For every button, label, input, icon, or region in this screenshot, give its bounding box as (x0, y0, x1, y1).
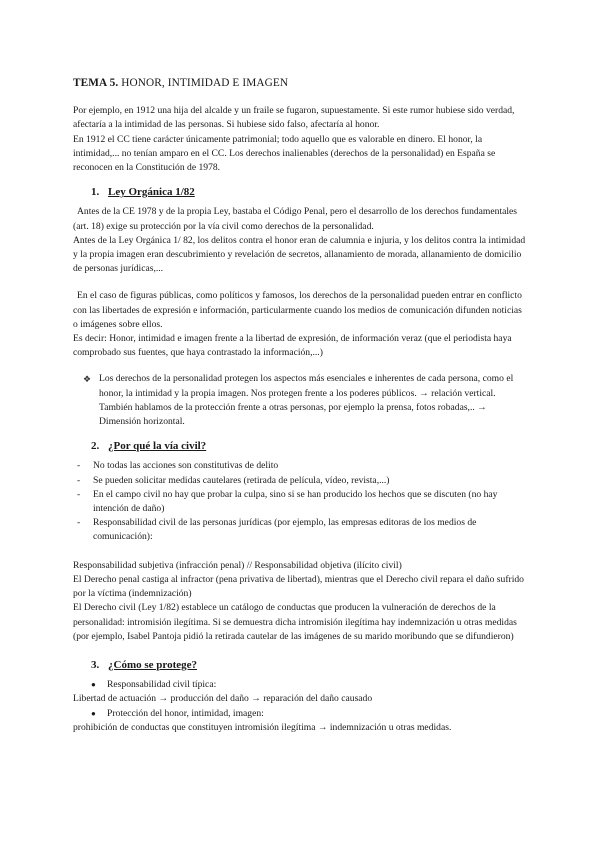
dash-marker: - (77, 488, 81, 500)
section-3-line-1: Libertad de actuación → producción del daño → reparación del daño causado (73, 693, 373, 705)
bullet-item-1 (91, 678, 528, 692)
section-2-number: 2. (91, 440, 100, 453)
bullet-text: Responsabilidad civil típica: (107, 679, 217, 691)
spacer (73, 276, 528, 289)
bullet-icon: ● (91, 708, 96, 718)
list-item (73, 488, 528, 516)
section-1-title: Ley Orgánica 1/82 (108, 186, 195, 199)
list-item-text: En el campo civil no hay que probar la culpa, sino si se han producido los hechos que se discuten (no hay intención de daño) (93, 488, 498, 515)
page-title (73, 76, 528, 90)
title-number: TEMA 5. (73, 77, 119, 89)
intro-paragraph-1: Por ejemplo, en 1912 una hija del alcalde y un fraile se fugaron, supuestamente. Si este rumor hubiese sido verdad, afectaría a la intimidad de las personas. Si hubiese sido falso, afectaría al honor. (73, 105, 515, 131)
diamond-bullet-item (83, 372, 528, 429)
list-item (73, 474, 528, 488)
diamond-bullet-text: Los derechos de la personalidad protegen los aspectos más esenciales e inherentes de cada persona, como el honor, la intimidad y la propia imagen. Nos protegen frente a los poderes públicos. → relación vertical. También hablamos de la protección frente a otras personas, por ejemplo la prensa, fotos robadas,.. → Dimensión horizontal. (99, 373, 514, 428)
dash-marker: - (77, 474, 81, 486)
list-item (73, 516, 528, 544)
section-2-title: ¿Por qué la vía civil? (108, 440, 207, 453)
list-item-text: Responsabilidad civil de las personas jurídicas (por ejemplo, las empresas editoras de los medios de comunicación): (93, 517, 477, 543)
section-3-heading (91, 658, 528, 672)
section-1-paragraph-4: Es decir: Honor, intimidad e imagen frente a la libertad de expresión, de información veraz (que el periodista haya comprobado sus fuentes, que haya contrastado la información,...) (73, 333, 512, 359)
list-item-text: Se pueden solicitar medidas cautelares (retirada de película, vídeo, revista,...) (93, 474, 390, 486)
section-2-paragraph-3: El Derecho civil (Ley 1/82) establece un catálogo de conductas que producen la vulneración de derechos de la personalidad: intromisión ilegítima. Si se demuestra dicha intromisión ilegítima hay indemnización u otras medidas (por ejemplo, Isabel Pantoja pidió la retirada cautelar de las imágenes de su marido moribundo que se difundieron) (73, 602, 517, 642)
bullet-icon: ● (91, 680, 96, 690)
section-1-heading (91, 185, 528, 199)
section-1-paragraph-1: Antes de la CE 1978 y de la propia Ley, bastaba el Código Penal, pero el desarrollo de los derechos fundamentales (art. 18) exige su protección por la vía civil como derechos de la personalidad. (73, 206, 518, 232)
intro-paragraph-2: En 1912 el CC tiene carácter únicamente patrimonial; todo aquello que es valorable en dinero. El honor, la intimidad,... no tenían amparo en el CC. Los derechos inalienables (derechos de la personalidad) en España se reconocen en la Constitución de 1978. (73, 133, 496, 174)
section-2-paragraph-1: Responsabilidad subjetiva (infracción penal) // Responsabilidad objetiva (ilícito civil) (73, 559, 402, 571)
dash-marker: - (77, 517, 81, 529)
section-2-paragraph-2: El Derecho penal castiga al infractor (pena privativa de libertad), mientras que el Derecho civil repara el daño sufrido por la víctima (indemnización) (73, 573, 524, 600)
bullet-text: Protección del honor, intimidad, imagen: (107, 707, 264, 719)
section-1-paragraph-3: En el caso de figuras públicas, como políticos y famosos, los derechos de la personalidad pueden entrar en conflicto con las libertades de expresión e información, particularmente cuando los medios de comunicación difunden noticias o imágenes sobre ellos. (73, 290, 522, 330)
document-content (73, 76, 528, 735)
dash-marker: - (77, 460, 81, 472)
section-2-heading (91, 439, 528, 453)
section-3-line-2: prohibición de conductas que constituyen intromisión ilegítima → indemnización u otras medidas. (73, 721, 452, 733)
section-1-number: 1. (91, 186, 100, 199)
diamond-bullet-icon: ❖ (83, 374, 92, 385)
reasons-list (73, 459, 528, 544)
section-1-paragraph-2: Antes de la Ley Orgánica 1/ 82, los delitos contra el honor eran de calumnia e injuria, y los delitos contra la intimidad y la propia imagen eran descubrimiento y revelación de secretos, allanamiento de morada, allanamiento de domicilio de personas jurídicas,... (73, 234, 526, 275)
title-text: HONOR, INTIMIDAD E IMAGEN (121, 77, 289, 89)
section-3-number: 3. (91, 658, 100, 671)
list-item (73, 459, 528, 473)
bullet-item-2 (91, 707, 528, 721)
list-item-text: No todas las acciones son constitutivas de delito (93, 460, 279, 472)
section-3-title: ¿Cómo se protege? (108, 658, 197, 671)
